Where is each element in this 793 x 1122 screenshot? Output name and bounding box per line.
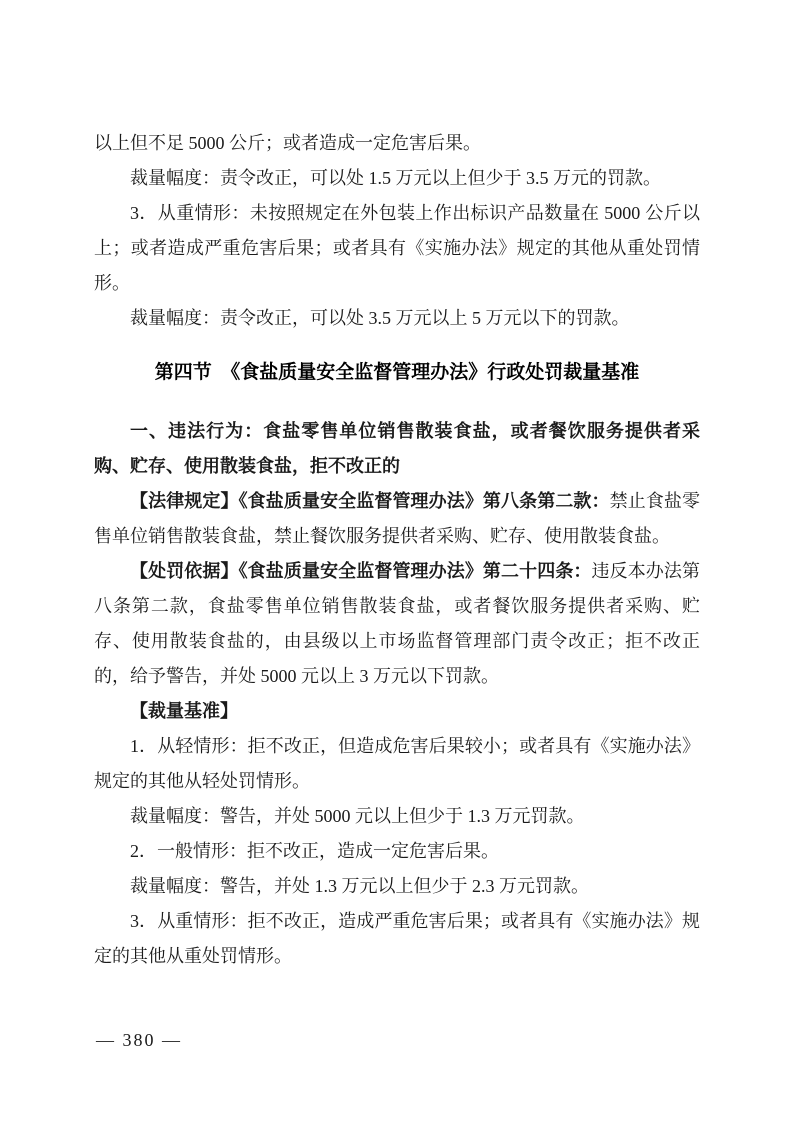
- criterion-2-range: 裁量幅度：警告，并处 1.3 万元以上但少于 2.3 万元罚款。: [130, 876, 589, 896]
- legal-basis-label: 【法律规定】《食盐质量安全监督管理办法》第八条第二款：: [130, 491, 610, 511]
- paragraph-situation-aggravated: 3．从重情形：未按照规定在外包装上作出标识产品数量在 5000 公斤以上；或者造成严重危害后果；或者具有《实施办法》规定的其他从重处罚情形。: [94, 203, 700, 293]
- page-content: [94, 126, 700, 974]
- paragraph-legal-basis: [94, 484, 700, 554]
- violation-heading: 一、违法行为：食盐零售单位销售散装食盐，或者餐饮服务提供者采购、贮存、使用散装食盐，拒不改正的: [94, 421, 700, 476]
- criteria-label: 【裁量基准】: [130, 701, 238, 721]
- page-number: — 380 —: [96, 1030, 182, 1050]
- section-heading: 第四节 《食盐质量安全监督管理办法》行政处罚裁量基准: [154, 362, 640, 383]
- criterion-2-situation: 2．一般情形：拒不改正，造成一定危害后果。: [130, 841, 499, 861]
- paragraph-continuation: 以上但不足 5000 公斤；或者造成一定危害后果。: [94, 133, 481, 153]
- penalty-basis-label: 【处罚依据】《食盐质量安全监督管理办法》第二十四条：: [130, 561, 592, 581]
- paragraph-penalty-basis: [94, 554, 700, 694]
- paragraph-range-aggravated: 裁量幅度：责令改正，可以处 3.5 万元以上 5 万元以下的罚款。: [130, 308, 630, 328]
- legal-basis-text: 禁止食盐零售单位销售散装食盐，禁止餐饮服务提供者采购、贮存、使用散装食盐。: [94, 491, 701, 546]
- criterion-1-situation: 1．从轻情形：拒不改正，但造成危害后果较小；或者具有《实施办法》规定的其他从轻处罚情形。: [94, 736, 700, 791]
- criterion-1-range: 裁量幅度：警告，并处 5000 元以上但少于 1.3 万元罚款。: [130, 806, 585, 826]
- penalty-basis-text: 违反本办法第八条第二款，食盐零售单位销售散装食盐，或者餐饮服务提供者采购、贮存、使用散装食盐的，由县级以上市场监督管理部门责令改正；拒不改正的，给予警告，并处 5000 元以上 3 万元以下罚款。: [94, 561, 700, 686]
- paragraph-range-moderate: 裁量幅度：责令改正，可以处 1.5 万元以上但少于 3.5 万元的罚款。: [130, 168, 661, 188]
- criterion-3-situation: 3．从重情形：拒不改正，造成严重危害后果；或者具有《实施办法》规定的其他从重处罚情形。: [94, 911, 700, 966]
